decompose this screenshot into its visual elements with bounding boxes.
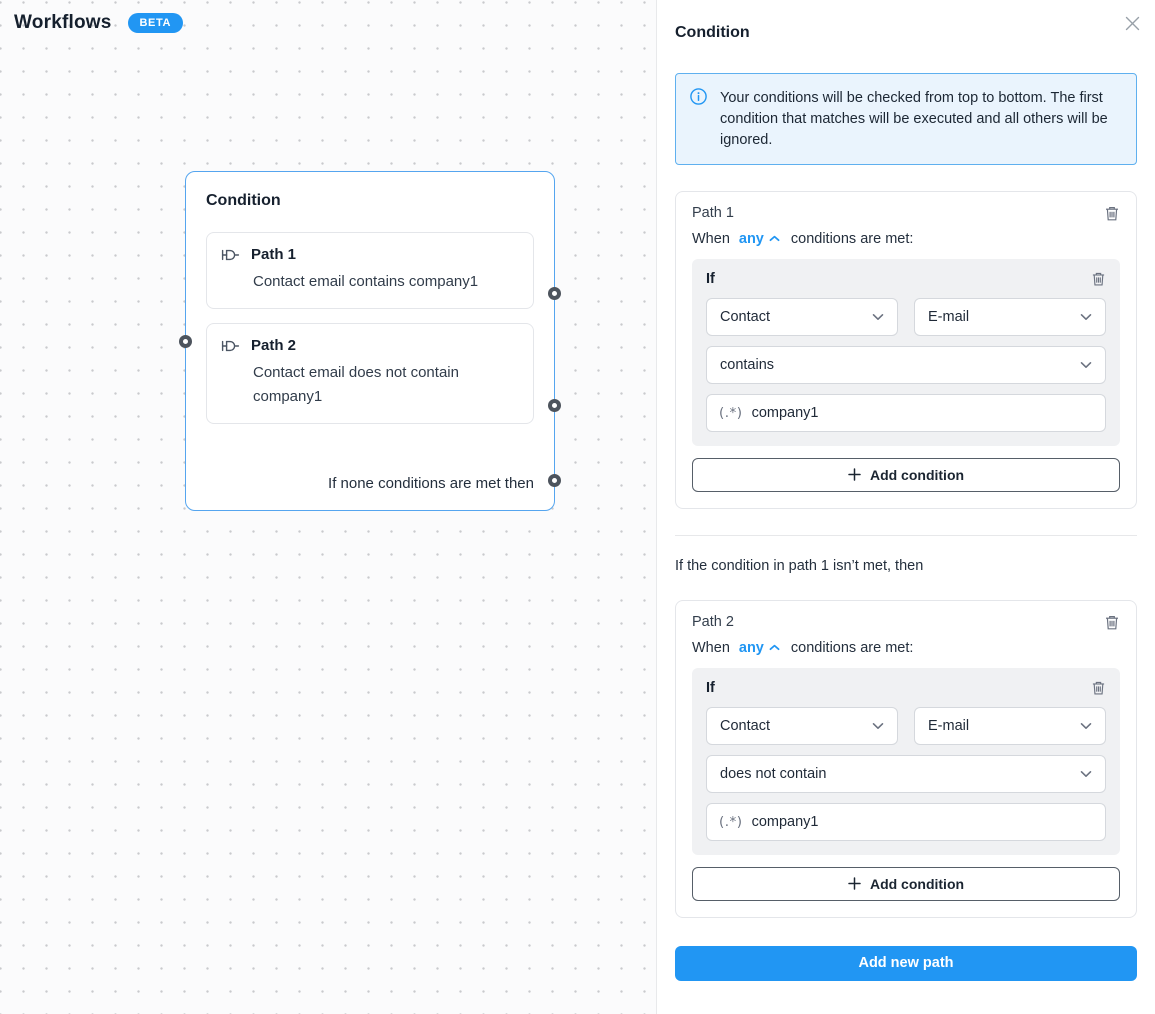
path-1-condition-group xyxy=(692,259,1120,446)
path-2-output-connector-handle[interactable] xyxy=(548,399,561,412)
branch-condition-icon xyxy=(221,247,240,263)
node-path-1-card[interactable] xyxy=(206,232,534,309)
branch-condition-icon xyxy=(221,338,240,354)
delete-condition-trash-icon[interactable] xyxy=(1091,271,1106,287)
if-label: If xyxy=(706,679,715,696)
value-input[interactable] xyxy=(706,394,1106,432)
node-path-2-description: Contact email does not contain company1 xyxy=(253,364,459,405)
subject-select[interactable]: Contact xyxy=(706,707,898,745)
path-1-card xyxy=(675,191,1137,509)
plus-icon xyxy=(848,877,861,890)
section-divider xyxy=(675,535,1137,536)
chevron-down-icon xyxy=(1080,361,1092,369)
regex-icon: (.*) xyxy=(719,404,743,421)
value-input[interactable] xyxy=(706,803,1106,841)
path-1-label: Path 1 xyxy=(692,204,734,221)
when-suffix: conditions are met: xyxy=(790,230,914,247)
when-suffix: conditions are met: xyxy=(790,639,914,656)
chevron-down-icon xyxy=(1080,722,1092,730)
when-prefix: When xyxy=(692,639,730,656)
value-text: company1 xyxy=(751,404,819,421)
add-condition-button[interactable]: Add condition xyxy=(692,867,1120,901)
fallback-output-connector-handle[interactable] xyxy=(548,474,561,487)
close-icon[interactable] xyxy=(1121,12,1143,34)
condition-settings-panel xyxy=(657,0,1155,1014)
value-text: company1 xyxy=(751,813,819,830)
panel-title: Condition xyxy=(675,24,750,41)
delete-path-1-trash-icon[interactable] xyxy=(1104,205,1120,222)
delete-path-2-trash-icon[interactable] xyxy=(1104,614,1120,631)
match-mode-toggle[interactable]: any xyxy=(739,231,780,247)
match-mode-toggle[interactable]: any xyxy=(739,640,780,656)
path-2-label: Path 2 xyxy=(692,613,734,630)
node-path-1-label: Path 1 xyxy=(251,246,297,263)
page-title: Workflows xyxy=(14,12,112,33)
chevron-down-icon xyxy=(872,722,884,730)
operator-select[interactable]: does not contain xyxy=(706,755,1106,793)
info-icon xyxy=(690,88,707,151)
regex-icon: (.*) xyxy=(719,813,743,830)
chevron-down-icon xyxy=(1080,770,1092,778)
add-condition-button[interactable]: Add condition xyxy=(692,458,1120,492)
if-label: If xyxy=(706,270,715,287)
input-connector-handle[interactable] xyxy=(179,335,192,348)
chevron-up-icon xyxy=(769,644,780,651)
operator-select[interactable]: contains xyxy=(706,346,1106,384)
node-path-1-description: Contact email contains company1 xyxy=(253,273,479,290)
path-2-condition-group xyxy=(692,668,1120,855)
field-select[interactable]: E-mail xyxy=(914,298,1106,336)
condition-node[interactable] xyxy=(185,171,555,511)
when-prefix: When xyxy=(692,230,730,247)
beta-badge: BETA xyxy=(128,13,184,33)
condition-node-title: Condition xyxy=(206,192,281,209)
node-fallback-text: If none conditions are met then xyxy=(328,475,534,492)
info-banner-text: Your conditions will be checked from top to bottom. The first condition that matches will be executed and all others will be ignored. xyxy=(720,90,1108,148)
chevron-down-icon xyxy=(1080,313,1092,321)
info-banner xyxy=(675,73,1137,165)
delete-condition-trash-icon[interactable] xyxy=(1091,680,1106,696)
node-path-2-card[interactable] xyxy=(206,323,534,424)
add-new-path-button[interactable]: Add new path xyxy=(675,946,1137,981)
chevron-down-icon xyxy=(872,313,884,321)
fallback-explainer-text: If the condition in path 1 isn’t met, then xyxy=(675,557,924,574)
canvas-header xyxy=(14,12,183,34)
node-path-2-label: Path 2 xyxy=(251,337,297,354)
path-2-card xyxy=(675,600,1137,918)
subject-select[interactable]: Contact xyxy=(706,298,898,336)
path-1-output-connector-handle[interactable] xyxy=(548,287,561,300)
plus-icon xyxy=(848,468,861,481)
chevron-up-icon xyxy=(769,235,780,242)
field-select[interactable]: E-mail xyxy=(914,707,1106,745)
